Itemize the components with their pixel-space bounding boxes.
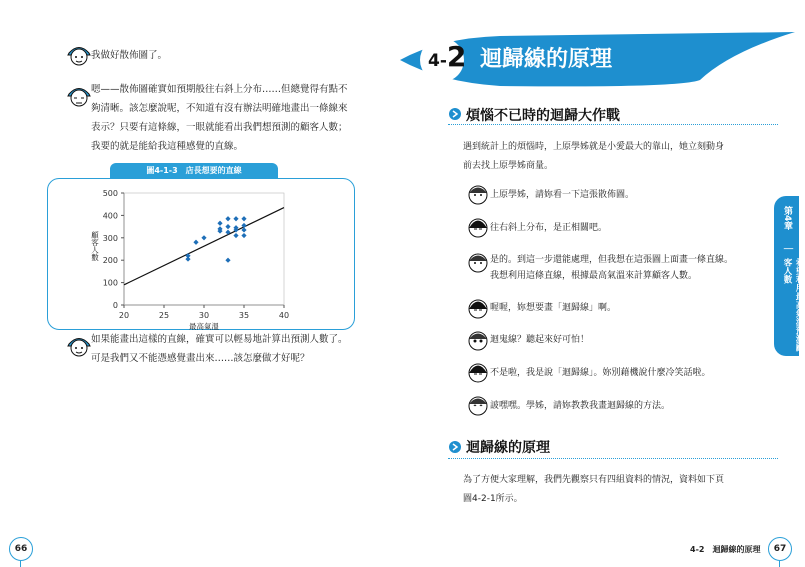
page-number-stem xyxy=(779,561,780,567)
dialog-line: 上原學姊，請妳看一下這張散佈圖。 xyxy=(490,190,635,200)
x-tick-label: 25 xyxy=(158,311,170,320)
y-tick-label: 200 xyxy=(102,256,118,266)
x-tick-label: 20 xyxy=(118,311,130,320)
data-point xyxy=(225,258,230,263)
manager-dialog-3 xyxy=(91,330,348,368)
text-line: 表示？只要有這條線，一眼就能看出我們想預測的顧客人數； xyxy=(91,122,348,133)
data-point xyxy=(201,235,206,240)
store-manager-avatar xyxy=(66,83,92,109)
page-number-left: 66 xyxy=(9,537,33,561)
data-point xyxy=(217,221,222,226)
y-tick-label: 100 xyxy=(102,278,118,288)
data-point xyxy=(241,216,246,221)
subsection-divider xyxy=(448,458,778,459)
side-tab-text: 希望利用最高氣溫預測顧客人數 xyxy=(782,258,804,352)
dialog-line: 往右斜上分布，是正相關吧。 xyxy=(490,223,608,233)
dialog-line: 是的。到這一步還能處理，但我想在這張圖上面畫一條直線。 xyxy=(490,255,734,265)
figure-caption: 圖4-1-3 店長想要的直線 xyxy=(110,163,278,178)
dialog-line: 喔喔，妳想要畫「迴歸線」啊。 xyxy=(490,303,617,313)
y-tick-label: 400 xyxy=(102,211,118,221)
text-line: 圖4-2-1所示。 xyxy=(463,494,523,504)
footer-label: 4-2 迴歸線的原理 xyxy=(690,545,761,554)
body-paragraph xyxy=(463,471,724,509)
data-point xyxy=(225,224,230,229)
side-tab-divider: ｜ xyxy=(782,244,792,253)
ai-avatar xyxy=(466,250,490,274)
store-manager-avatar xyxy=(66,333,92,359)
dialog-line: 不是啦，我是說「迴歸線」。妳別藉機說什麼冷笑話啦。 xyxy=(490,368,711,378)
y-tick-label: 500 xyxy=(102,189,118,198)
y-tick-label: 300 xyxy=(102,233,118,243)
subsection-title-1: 煩惱不已時的迴歸大作戰 xyxy=(466,108,620,124)
data-point xyxy=(193,240,198,245)
dialog-line: 迴鬼線？聽起來好可怕！ xyxy=(490,335,590,345)
data-point xyxy=(185,253,190,258)
chapter-side-tab xyxy=(774,196,804,356)
regression-line xyxy=(124,208,284,285)
text-line: 如果能畫出這樣的直線，確實可以輕易地計算出預測人數了。 xyxy=(91,334,348,345)
plot-frame xyxy=(124,193,284,305)
data-point xyxy=(233,216,238,221)
store-manager-avatar xyxy=(66,42,92,68)
senpai-avatar xyxy=(466,360,490,384)
ai-avatar xyxy=(466,182,490,206)
dialog-line: 我想利用這條直線，根據最高氣溫來計算顧客人數。 xyxy=(490,271,698,281)
page-number-stem xyxy=(20,561,21,567)
text-line: 夠清晰。該怎麼說呢，不知道有沒有辦法明確地畫出一條線來 xyxy=(91,103,348,114)
text-line: 嗯——散佈圖確實如預期般往右斜上分布……但總覺得有點不 xyxy=(91,84,348,95)
senpai-avatar xyxy=(466,215,490,239)
data-point xyxy=(241,233,246,238)
x-axis-label: 最高氣溫 xyxy=(189,322,219,331)
manager-dialog-2 xyxy=(91,80,361,156)
subsection-bullet-icon xyxy=(448,440,462,454)
text-line: 遇到統計上的煩惱時，上原學姊就是小愛最大的靠山，她立刻動身 xyxy=(463,142,725,152)
section-number-prefix: 4- xyxy=(428,51,447,71)
intro-paragraph xyxy=(463,138,724,176)
ai-avatar xyxy=(466,393,490,417)
dialog-line: 詖嘿嘿。學姊，請妳教教我畫迴歸線的方法。 xyxy=(490,401,671,411)
y-axis-label: 顧客人數 xyxy=(90,231,100,261)
section-title: 迴歸線的原理 xyxy=(480,47,613,72)
text-line: 我要的就是能給我這種感覺的直線。 xyxy=(91,141,244,152)
text-line: 為了方便大家理解，我們先觀察只有四組資料的情況，資料如下頁 xyxy=(463,475,725,485)
section-number xyxy=(428,40,466,73)
scatter-chart xyxy=(80,185,300,330)
text-line: 前去找上原學姊商量。 xyxy=(463,161,554,171)
side-tab-chapter: 第4章 xyxy=(782,206,792,231)
ai-avatar xyxy=(466,328,490,352)
data-point xyxy=(225,216,230,221)
x-tick-label: 30 xyxy=(198,311,210,320)
data-point xyxy=(233,233,238,238)
x-tick-label: 40 xyxy=(278,311,290,320)
senpai-avatar xyxy=(466,296,490,320)
section-number-main: 2 xyxy=(446,40,467,73)
x-tick-label: 35 xyxy=(238,311,250,320)
manager-dialog-1: 我做好散佈圖了。 xyxy=(91,50,168,61)
page-number-right: 67 xyxy=(768,537,792,561)
subsection-title-2: 迴歸線的原理 xyxy=(466,440,550,456)
y-tick-label: 0 xyxy=(112,301,118,310)
subsection-bullet-icon xyxy=(448,107,462,121)
subsection-divider xyxy=(448,124,778,125)
text-line: 可是我們又不能憑感覺畫出來……該怎麼做才好呢？ xyxy=(91,353,310,364)
